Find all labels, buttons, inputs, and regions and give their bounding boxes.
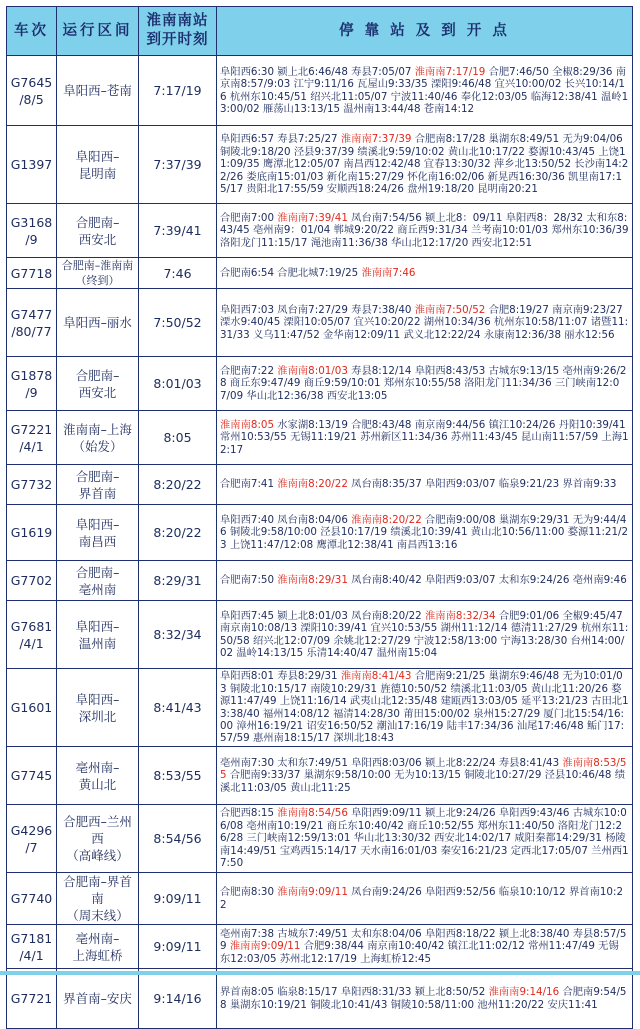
section-text: 合肥南–: [76, 565, 120, 580]
section-cell: [57, 411, 139, 465]
huainan-time-cell: [139, 873, 217, 925]
stop-list-text: 合肥西8:15: [220, 807, 277, 819]
train-number-cell: [7, 747, 57, 805]
stops-cell: [217, 465, 633, 505]
stop-list-text: 亳州南7:30 太和东7:49/51 阜阳西8:03/06 颍上北8:22/24 寿县8:41/43: [220, 757, 562, 769]
table-row: [7, 56, 633, 126]
huainan-stop-highlight: 淮南南8:54/56: [277, 807, 348, 819]
stop-list-text: 阜阳西6:57 寿县7:25/27: [220, 133, 341, 145]
train-number-cell: [7, 669, 57, 747]
header-row: [7, 7, 633, 56]
stop-list-text: 寿县8:12/14 阜阳西8:43/53 古城东9:13/15 亳州南9:26/28 商丘东9:47/49 商丘9:59/10:01 郑州东10:55/58 洛阳龙门11:34/36 三门峡南12:07/09 华山北12:36/38 西安北13:05: [220, 365, 626, 402]
train-number: /8/5: [19, 92, 43, 107]
train-number: G7645: [11, 75, 53, 90]
huainan-stop-highlight: 淮南南8:01/03: [277, 365, 348, 377]
stop-list-text: 阜阳西8:01 寿县8:29/31: [220, 670, 341, 682]
section-text: 合肥南–界首南: [63, 874, 132, 906]
section-text: 淮南南–上海: [63, 422, 132, 437]
stop-list-text: 合肥南7:50: [220, 574, 277, 586]
train-number-cell: [7, 126, 57, 204]
stop-list-text: 合肥南9:00/08 巢湖东9:29/31 无为9:44/46 铜陵北9:58/10:00 泾县10:17/19 绩溪北10:39/41 黄山北10:56/11:00 婺源11:21/23 上饶11:47/12:08 鹰潭北12:38/41 南昌西13:16: [220, 514, 628, 551]
section-cell: [57, 969, 139, 1029]
stop-list-text: 阜阳西6:30 颍上北6:46/48 寿县7:05/07: [220, 66, 415, 78]
section-cell: [57, 126, 139, 204]
timetable: [6, 6, 633, 1029]
huainan-time: 8:53/55: [153, 768, 201, 783]
section-cell: [57, 289, 139, 357]
huainan-time: 8:20/22: [153, 477, 201, 492]
section-text: 阜阳西–: [76, 619, 120, 634]
section-text: 亳州南–: [76, 931, 120, 946]
huainan-time: 7:17/19: [153, 83, 201, 98]
stop-list-text: 亳州南7:38 古城东7:49/51 太和东8:04/06 阜阳西8:18/22 颍上北8:38/40 寿县8:57/59: [220, 928, 626, 952]
huainan-time-cell: [139, 204, 217, 258]
section-text: 合肥南–: [76, 215, 120, 230]
stops-cell: [217, 505, 633, 561]
header-section-label: 运行区间: [63, 23, 133, 39]
huainan-time-cell: [139, 601, 217, 669]
header-section: [57, 7, 139, 56]
section-text: 合肥西–兰州西: [63, 814, 132, 846]
stop-list-text: 合肥7:46/50 全椒8:29/36 南京南8:57/9:03 江宁9:11/16 瓦屋山9:33/35 溧阳9:46/48 宜兴10:00/02 长兴10:14/16 杭州东10:45/51 绍兴北11:05/07 宁波11:40/46 奉化12:03/05 临海12:38/41 温岭13:00/02 雁荡山13:13/15 温州南13:44/48 苍南14:12: [220, 66, 628, 115]
train-number-cell: [7, 805, 57, 873]
section-text: 阜阳西–: [76, 149, 120, 164]
section-cell: [57, 873, 139, 925]
bottom-accent-bar: [0, 971, 640, 975]
huainan-time-cell: [139, 289, 217, 357]
stop-list-text: 合肥南9:54/58 巢湖东10:19/21 铜陵北10:41/43 铜陵10:58/11:00 池州11:20/22 安庆11:41: [220, 986, 626, 1010]
train-number: /4/1: [19, 948, 43, 963]
train-number: G7477: [11, 307, 53, 322]
train-number: G7181: [11, 931, 53, 946]
section-cell: [57, 561, 139, 601]
huainan-time-cell: [139, 505, 217, 561]
section-cell: [57, 925, 139, 969]
table-row: [7, 873, 633, 925]
table-row: [7, 561, 633, 601]
stops-cell: [217, 258, 633, 289]
table-row: [7, 669, 633, 747]
section-text: （始发）: [72, 439, 122, 454]
huainan-stop-highlight: 淮南南8:20/22: [351, 514, 422, 526]
header-stops-label: 停 靠 站 及 到 开 点: [339, 23, 510, 39]
section-text: 深圳北: [79, 709, 117, 724]
table-row: [7, 747, 633, 805]
train-number: G1878: [11, 368, 53, 383]
huainan-stop-highlight: 淮南南8:05: [220, 419, 274, 431]
stops-cell: [217, 747, 633, 805]
train-number-cell: [7, 56, 57, 126]
stops-cell: [217, 561, 633, 601]
train-number-cell: [7, 561, 57, 601]
train-number: /80/77: [11, 324, 51, 339]
table-row: [7, 505, 633, 561]
huainan-time: 9:09/11: [153, 939, 201, 954]
section-cell: [57, 56, 139, 126]
huainan-time: 7:37/39: [153, 157, 201, 172]
section-text: 界首南: [79, 486, 117, 501]
section-text: 亳州南–: [76, 760, 120, 775]
huainan-time-cell: [139, 747, 217, 805]
section-text: 上海虹桥: [72, 948, 122, 963]
section-text: （终到）: [76, 274, 120, 287]
huainan-time: 8:01/03: [153, 376, 201, 391]
header-huainan-time: [139, 7, 217, 56]
train-number-cell: [7, 465, 57, 505]
table-row: [7, 357, 633, 411]
stops-cell: [217, 204, 633, 258]
train-number: /4/1: [19, 439, 43, 454]
huainan-time-cell: [139, 925, 217, 969]
train-number-cell: [7, 969, 57, 1029]
section-text: 合肥南–: [76, 469, 120, 484]
section-cell: [57, 258, 139, 289]
stop-list-text: 合肥南7:41: [220, 478, 277, 490]
stop-list-text: 合肥南8:30: [220, 886, 277, 898]
huainan-time: 8:32/34: [153, 627, 201, 642]
section-cell: [57, 505, 139, 561]
huainan-time-cell: [139, 357, 217, 411]
train-number: G7718: [11, 266, 53, 281]
huainan-time-cell: [139, 561, 217, 601]
train-number-cell: [7, 204, 57, 258]
train-number: G7221: [11, 422, 53, 437]
stops-cell: [217, 969, 633, 1029]
section-text: 界首南–安庆: [63, 991, 132, 1006]
stop-list-text: 凤台南8:35/37 阜阳西9:03/07 临泉9:21/23 界首南9:33: [348, 478, 617, 490]
section-cell: [57, 601, 139, 669]
stop-list-text: 凤台南7:54/56 颍上北8：09/11 阜阳西8：28/32 太和东8:43/45 亳州南9：01/04 郸城9:20/22 商丘西9:31/34 兰考南10:01/03 郑州东10:36/39 洛阳龙门11:15/17 渑池南11:36/38 华山北12:17/20 西安北12:51: [220, 212, 629, 249]
train-number-cell: [7, 258, 57, 289]
huainan-time: 9:14/16: [153, 991, 201, 1006]
huainan-time: 9:09/11: [153, 891, 201, 906]
huainan-stop-highlight: 淮南南7:39/41: [277, 212, 348, 224]
table-row: [7, 465, 633, 505]
train-number-cell: [7, 505, 57, 561]
train-number: G7681: [11, 619, 53, 634]
huainan-stop-highlight: 淮南南7:46: [361, 267, 415, 279]
train-number: G7721: [11, 991, 53, 1006]
stops-cell: [217, 805, 633, 873]
huainan-stop-highlight: 淮南南9:09/11: [230, 940, 301, 952]
stop-list-text: 阜阳西7:03 凤台南7:27/29 寿县7:38/40: [220, 304, 415, 316]
huainan-time-cell: [139, 258, 217, 289]
stop-list-text: 合肥南7:00: [220, 212, 277, 224]
train-number: G1619: [11, 525, 53, 540]
table-row: [7, 925, 633, 969]
header-huainan-time-line1: 淮南南站: [147, 13, 209, 29]
huainan-stop-highlight: 淮南南8:32/34: [425, 610, 496, 622]
huainan-time: 7:39/41: [153, 223, 201, 238]
section-text: 合肥南–: [76, 368, 120, 383]
huainan-stop-highlight: 淮南南7:37/39: [341, 133, 412, 145]
stops-cell: [217, 126, 633, 204]
header-train-no-label: 车次: [14, 23, 49, 39]
timetable-body: [7, 56, 633, 1029]
stop-list-text: 凤台南8:40/42 阜阳西9:03/07 太和东9:24/26 亳州南9:46: [348, 574, 627, 586]
huainan-time-cell: [139, 126, 217, 204]
header-stops: [217, 7, 633, 56]
section-text: 阜阳西–: [76, 517, 120, 532]
table-row: [7, 805, 633, 873]
stop-list-text: 合肥南7:22: [220, 365, 277, 377]
stops-cell: [217, 411, 633, 465]
section-text: 阜阳西–丽水: [63, 315, 132, 330]
huainan-stop-highlight: 淮南南8:41/43: [341, 670, 412, 682]
train-number: G7732: [11, 477, 53, 492]
train-number: G1601: [11, 700, 53, 715]
train-number-cell: [7, 411, 57, 465]
train-number-cell: [7, 357, 57, 411]
header-huainan-time-line2: 到开时刻: [147, 32, 209, 48]
huainan-time-cell: [139, 669, 217, 747]
stops-cell: [217, 289, 633, 357]
section-text: 温州南: [79, 636, 117, 651]
stop-list-text: 合肥南8:17/28 巢湖东8:49/51 无为9:04/06 铜陵北9:18/20 泾县9:37/39 绩溪北9:59/10:02 黄山北10:17/22 婺源10:43/45 上饶11:09/35 鹰潭北12:05/07 南昌西12:42/48 宜春13:30/32 萍乡北13:50/52 长沙南14:22/26 娄底南15:01/03 新化南15:27/29 怀化南16:02/06 新晃西16:30/36 凯里南17:15/17 贵阳北17:55/59 安顺西18:24/26 盘州19:18/20 昆明南20:21: [220, 133, 628, 195]
huainan-time-cell: [139, 411, 217, 465]
stop-list-text: 水家湖8:13/19 合肥8:43/48 南京南9:44/56 镇江10:24/26 丹阳10:39/41 常州10:53/55 无锡11:19/21 苏州新区11:34/36 苏州11:43/45 昆山南11:57/59 上海12:17: [220, 419, 629, 456]
table-row: [7, 289, 633, 357]
huainan-time: 8:41/43: [153, 700, 201, 715]
stop-list-text: 合肥南6:54 合肥北城7:19/25: [220, 267, 361, 279]
section-text: 西安北: [79, 232, 117, 247]
stop-list-text: 合肥9:38/44 南京南10:40/42 镇江北11:02/12 常州11:47/49 无锡东12:03/05 苏州北12:17/19 上海虹桥12:45: [220, 940, 619, 964]
train-number: G3168: [11, 215, 53, 230]
section-text: 昆明南: [79, 166, 117, 181]
header-train-no: [7, 7, 57, 56]
huainan-stop-highlight: 淮南南9:14/16: [489, 986, 560, 998]
section-text: （高峰线）: [66, 848, 129, 863]
stops-cell: [217, 669, 633, 747]
stops-cell: [217, 56, 633, 126]
stop-list-text: 阜阳西7:40 凤台南8:04/06: [220, 514, 351, 526]
section-text: 合肥南–淮南南: [62, 259, 134, 272]
stop-list-text: 阜阳西9:09/11 颍上北9:24/26 阜阳西9:43/46 古城东10:06/08 亳州南10:19/21 商丘东10:40/42 商丘10:52/55 郑州东11:40/50 洛阳龙门12:26/28 三门峡南12:59/13:01 华山北13:30/32 西安北14:02/17 咸阳秦都14:29/31 杨陵南14:49/51 宝鸡西15:14/17 天水南16:01/03 秦安16:21/23 定西北17:05/07 兰州西17:50: [220, 807, 629, 869]
table-row: [7, 204, 633, 258]
huainan-time-cell: [139, 805, 217, 873]
train-number: /7: [25, 840, 37, 855]
section-cell: [57, 357, 139, 411]
stops-cell: [217, 601, 633, 669]
section-text: 黄山北: [79, 777, 117, 792]
section-cell: [57, 747, 139, 805]
section-text: 南昌西: [79, 534, 117, 549]
train-number: G7745: [11, 768, 53, 783]
huainan-time: 8:20/22: [153, 525, 201, 540]
train-number-cell: [7, 873, 57, 925]
huainan-stop-highlight: 淮南南7:17/19: [415, 66, 486, 78]
section-cell: [57, 805, 139, 873]
huainan-stop-highlight: 淮南南8:53/55: [220, 757, 626, 781]
table-row: [7, 126, 633, 204]
section-cell: [57, 465, 139, 505]
huainan-time: 8:05: [163, 430, 191, 445]
stop-list-text: 阜阳西7:45 颍上北8:01/03 凤台南8:20/22: [220, 610, 425, 622]
stops-cell: [217, 873, 633, 925]
huainan-stop-highlight: 淮南南8:20/22: [277, 478, 348, 490]
table-row: [7, 601, 633, 669]
train-number-cell: [7, 925, 57, 969]
stop-list-text: 合肥9:01/06 全椒9:45/47 南京南10:08/13 溧阳10:39/41 宜兴10:53/55 湖州11:12/14 德清11:27/29 杭州东11:50/58 绍兴北12:07/09 余姚北12:27/29 宁波12:58/13:00 宁海13:28/30 台州14:00/02 温岭14:13/15 乐清14:40/47 温州南15:04: [220, 610, 628, 659]
section-text: 西安北: [79, 385, 117, 400]
train-number-cell: [7, 289, 57, 357]
huainan-time-cell: [139, 465, 217, 505]
train-number: /4/1: [19, 636, 43, 651]
table-row: [7, 411, 633, 465]
huainan-time-cell: [139, 56, 217, 126]
table-row: [7, 969, 633, 1029]
train-number-cell: [7, 601, 57, 669]
train-number: G7740: [11, 891, 53, 906]
stop-list-text: 合肥南9:21/25 巢湖东9:46/48 无为10:01/03 铜陵北10:15/17 南陵10:29/31 旌德10:50/52 绩溪北11:03/05 黄山北11:20/26 婺源11:47/49 上饶11:16/14 武夷山北12:35/48 建瓯西13:03/05 延平13:21/23 古田北13:38/40 福州14:08/12 福清14:28/30 莆田15:00/02 泉州15:27/29 厦门北15:54/16:00 漳州16:19/21 诏安16:50/52 潮汕17:16/19 陆丰17:34/36 汕尾17:46/48 鲘门17:57/59 惠州南18:15/17 深圳北18:43: [220, 670, 629, 744]
stops-cell: [217, 357, 633, 411]
train-number: G4296: [11, 823, 53, 838]
huainan-time-cell: [139, 969, 217, 1029]
table-row: [7, 258, 633, 289]
huainan-stop-highlight: 淮南南8:29/31: [277, 574, 348, 586]
stop-list-text: 合肥南9:33/37 巢湖东9:58/10:00 无为10:13/15 铜陵北10:27/29 泾县10:46/48 绩溪北11:03/05 黄山北11:25: [220, 769, 625, 793]
huainan-stop-highlight: 淮南南7:50/52: [415, 304, 486, 316]
section-cell: [57, 204, 139, 258]
stop-list-text: 凤台南9:24/26 阜阳西9:52/56 临泉10:10/12 界首南10:22: [220, 886, 623, 910]
train-number: G7702: [11, 573, 53, 588]
section-text: 阜阳西–: [76, 692, 120, 707]
huainan-time: 7:46: [163, 266, 191, 281]
huainan-time: 7:50/52: [153, 315, 201, 330]
stops-cell: [217, 925, 633, 969]
section-text: 阜阳西–苍南: [63, 83, 132, 98]
huainan-time: 8:29/31: [153, 573, 201, 588]
section-text: 亳州南: [79, 582, 117, 597]
section-text: （周末线）: [66, 908, 129, 923]
stop-list-text: 界首南8:05 临泉8:15/17 阜阳西8:31/33 颍上北8:50/52: [220, 986, 489, 998]
train-number: /9: [25, 385, 37, 400]
huainan-time: 8:54/56: [153, 831, 201, 846]
huainan-stop-highlight: 淮南南9:09/11: [277, 886, 348, 898]
train-number: /9: [25, 232, 37, 247]
train-number: G1397: [11, 157, 53, 172]
stop-list-text: 合肥8:19/27 南京南9:23/27 溧水9:40/45 溧阳10:05/07 宜兴10:20/22 湖州10:34/36 杭州东10:58/11:07 诸暨11:31/33 义乌11:47/52 金华南12:09/11 武义北12:22/24 永康南12:36/38 丽水12:56: [220, 304, 628, 341]
section-cell: [57, 669, 139, 747]
